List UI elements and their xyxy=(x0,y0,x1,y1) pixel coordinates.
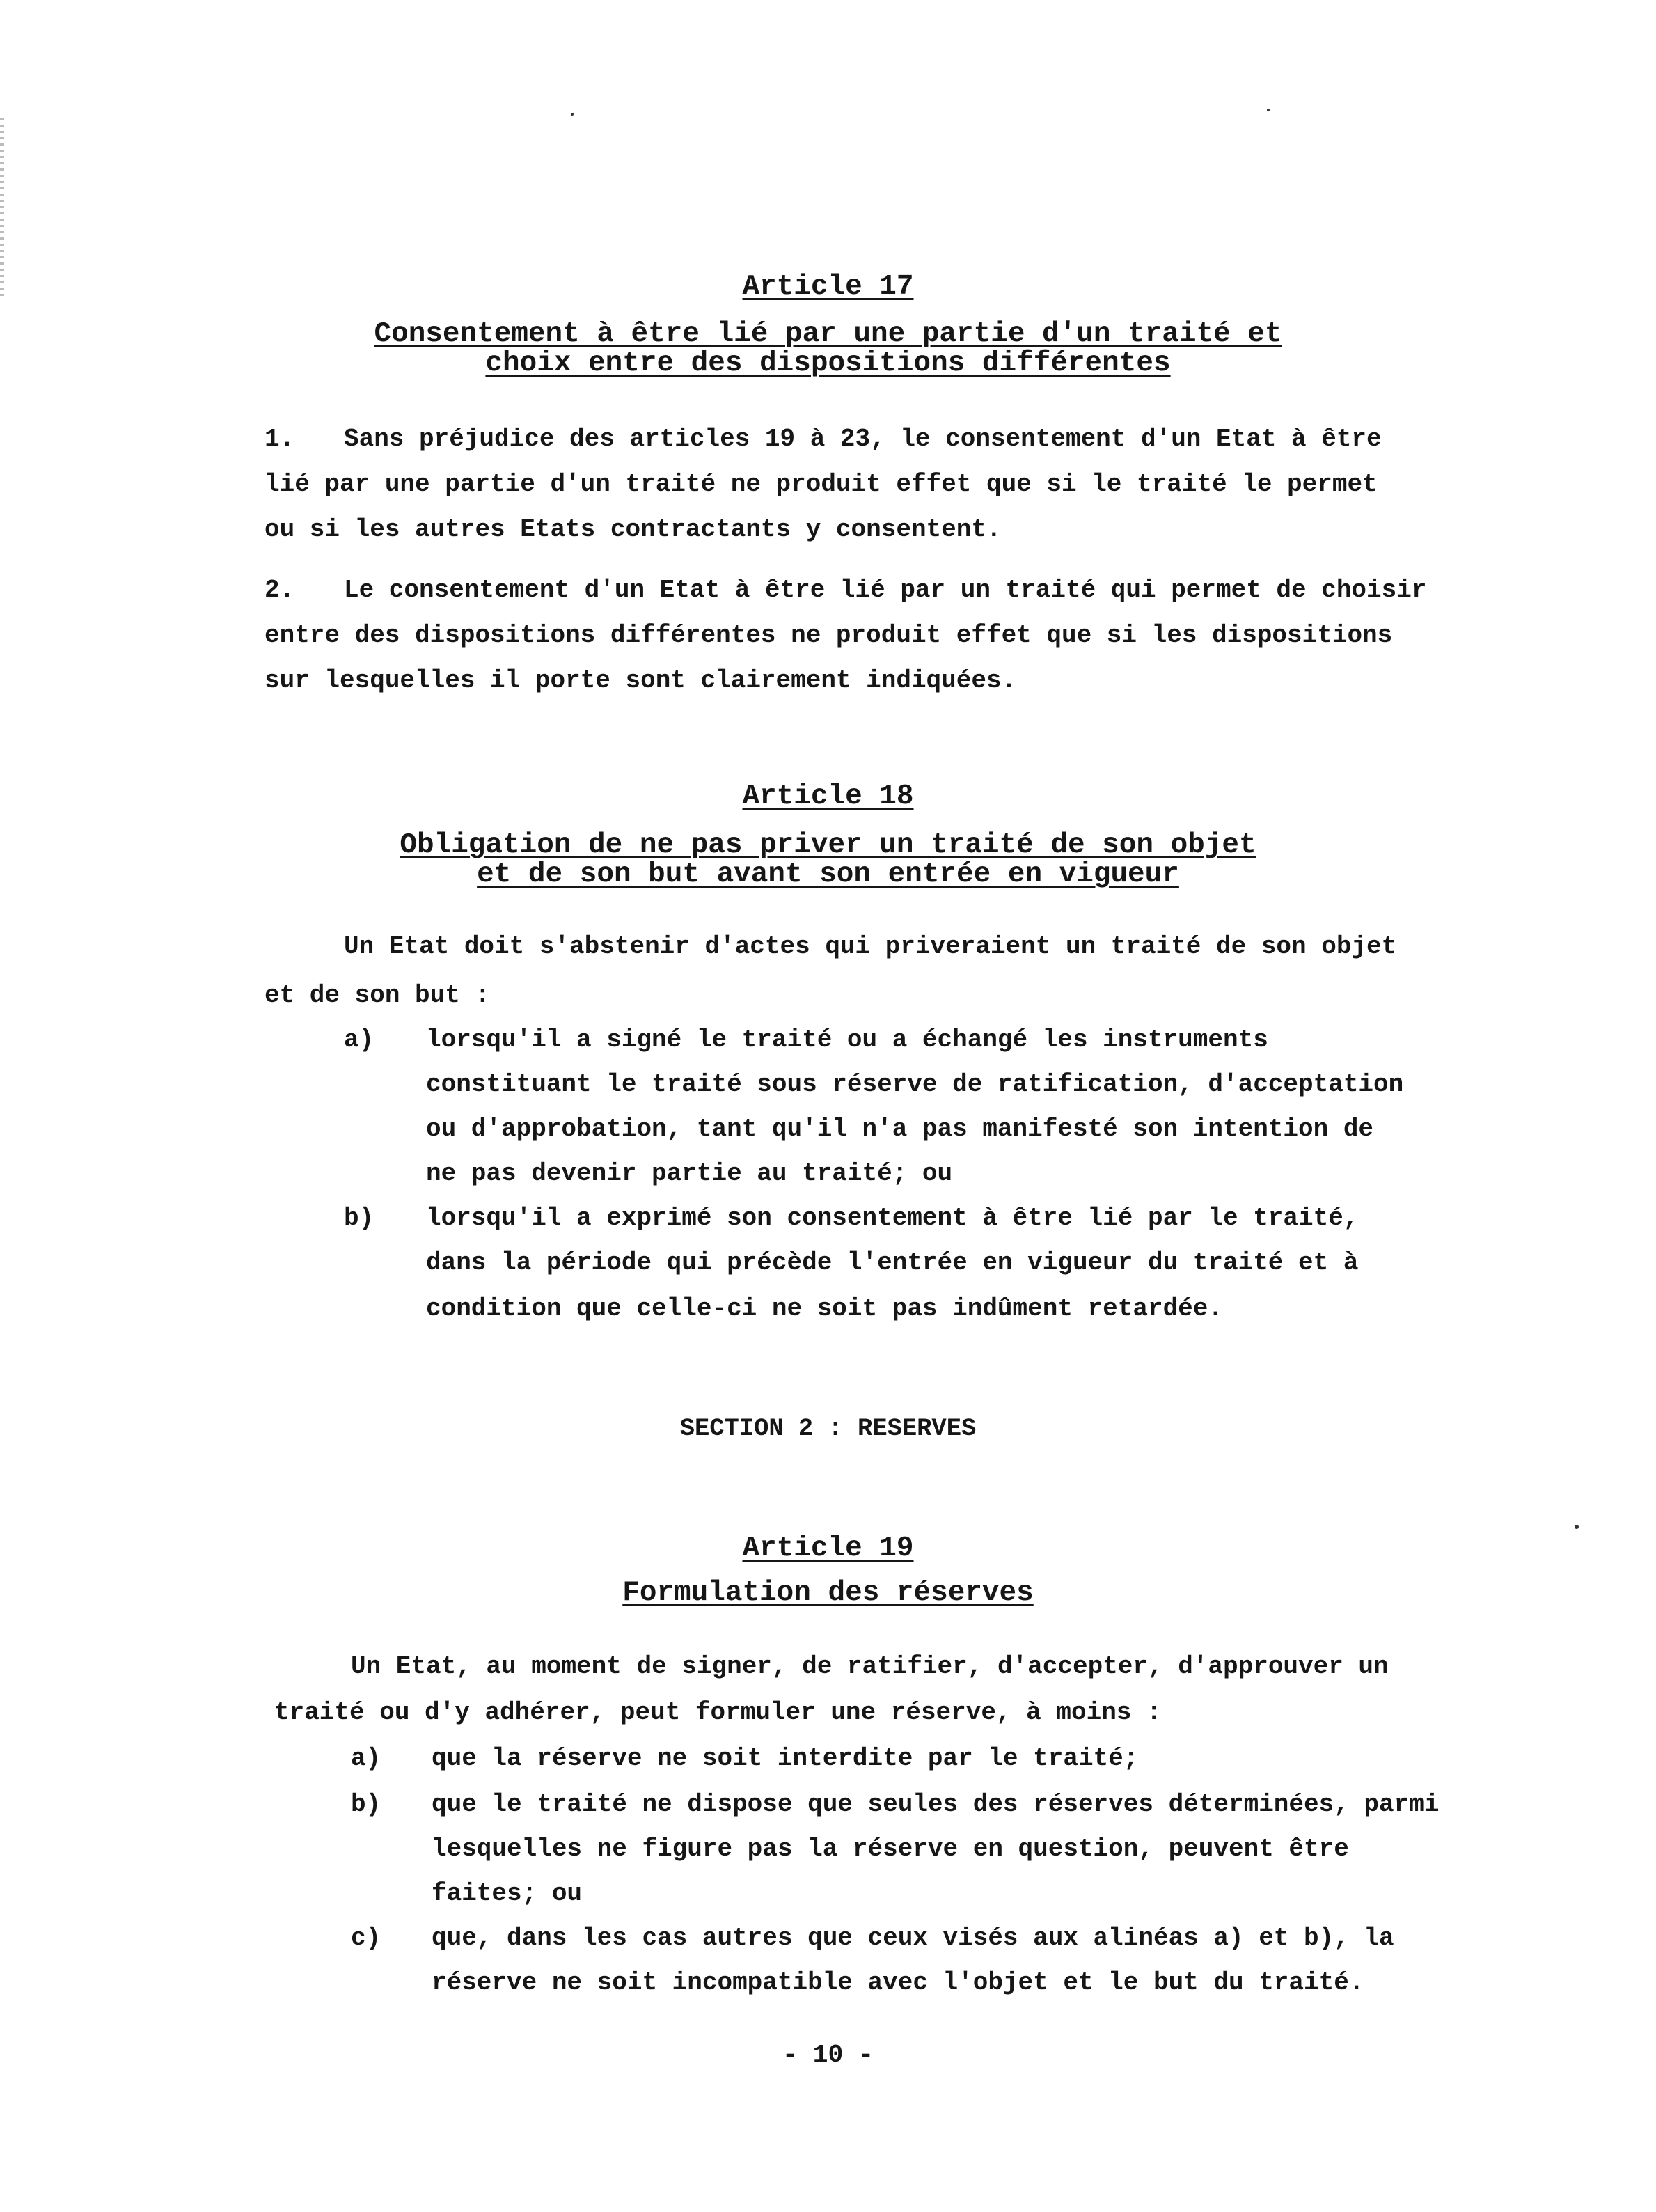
paragraph-line: lié par une partie d'un traité ne produit effet que si le traité le permet xyxy=(265,470,1378,499)
paragraph-number: 2. xyxy=(265,576,295,604)
item-label: a) xyxy=(344,1026,374,1054)
section-heading: SECTION 2 : RESERVES xyxy=(679,1414,977,1443)
page-number: - 10 - xyxy=(782,2041,874,2069)
item-line: que, dans les cas autres que ceux visés aux alinéas a) et b), la xyxy=(432,1924,1394,1952)
speck xyxy=(1267,109,1270,111)
speck xyxy=(571,113,574,116)
item-line: que le traité ne dispose que seules des réserves déterminées, parmi xyxy=(432,1790,1440,1819)
article-19-heading: Article 19 xyxy=(742,1532,914,1564)
paragraph-line: Un Etat, au moment de signer, de ratifier, d'accepter, d'approuver un xyxy=(351,1652,1389,1681)
article-17-heading: Article 17 xyxy=(742,271,914,303)
paragraph-line: et de son but : xyxy=(265,981,491,1010)
item-label: b) xyxy=(344,1204,374,1232)
item-line: dans la période qui précède l'entrée en vigueur du traité et à xyxy=(426,1248,1359,1277)
paragraph-line: traité ou d'y adhérer, peut formuler une réserve, à moins : xyxy=(274,1698,1162,1727)
article-18-heading: Article 18 xyxy=(742,781,914,813)
paragraph-line: entre des dispositions différentes ne produit effet que si les dispositions xyxy=(265,621,1393,650)
item-line: lorsqu'il a exprimé son consentement à être lié par le traité, xyxy=(426,1204,1359,1232)
item-line: faites; ou xyxy=(432,1879,583,1908)
speck xyxy=(1575,1525,1579,1529)
item-line: que la réserve ne soit interdite par le traité; xyxy=(432,1744,1139,1773)
item-line: constituant le traité sous réserve de ratification, d'acceptation xyxy=(426,1070,1404,1099)
item-line: lesquelles ne figure pas la réserve en question, peuvent être xyxy=(432,1835,1349,1863)
item-line: condition que celle-ci ne soit pas indûment retardée. xyxy=(426,1294,1223,1323)
paragraph-line: sur lesquelles il porte sont clairement indiquées. xyxy=(265,666,1017,695)
article-18-subtitle-line2: et de son but avant son entrée en vigueur xyxy=(477,858,1179,891)
item-label: a) xyxy=(351,1744,381,1773)
paragraph-line: Un Etat doit s'abstenir d'actes qui priveraient un traité de son objet xyxy=(344,932,1397,961)
item-line: lorsqu'il a signé le traité ou a échangé les instruments xyxy=(426,1026,1268,1054)
paragraph-line: Sans préjudice des articles 19 à 23, le consentement d'un Etat à être xyxy=(344,425,1382,453)
article-18-subtitle-line1: Obligation de ne pas priver un traité de son objet xyxy=(400,829,1256,861)
item-label: c) xyxy=(351,1924,381,1952)
article-17-subtitle-line2: choix entre des dispositions différentes xyxy=(485,347,1171,379)
paragraph-line: ou si les autres Etats contractants y consentent. xyxy=(265,515,1002,544)
article-19-subtitle: Formulation des réserves xyxy=(622,1577,1034,1609)
paragraph-number: 1. xyxy=(265,425,295,453)
article-17-subtitle-line1: Consentement à être lié par une partie d'un traité et xyxy=(374,318,1282,350)
item-line: ou d'approbation, tant qu'il n'a pas manifesté son intention de xyxy=(426,1115,1374,1143)
item-line: ne pas devenir partie au traité; ou xyxy=(426,1159,953,1188)
item-line: réserve ne soit incompatible avec l'objet et le but du traité. xyxy=(432,1968,1364,1997)
paragraph-line: Le consentement d'un Etat à être lié par un traité qui permet de choisir xyxy=(344,576,1427,604)
item-label: b) xyxy=(351,1790,381,1819)
